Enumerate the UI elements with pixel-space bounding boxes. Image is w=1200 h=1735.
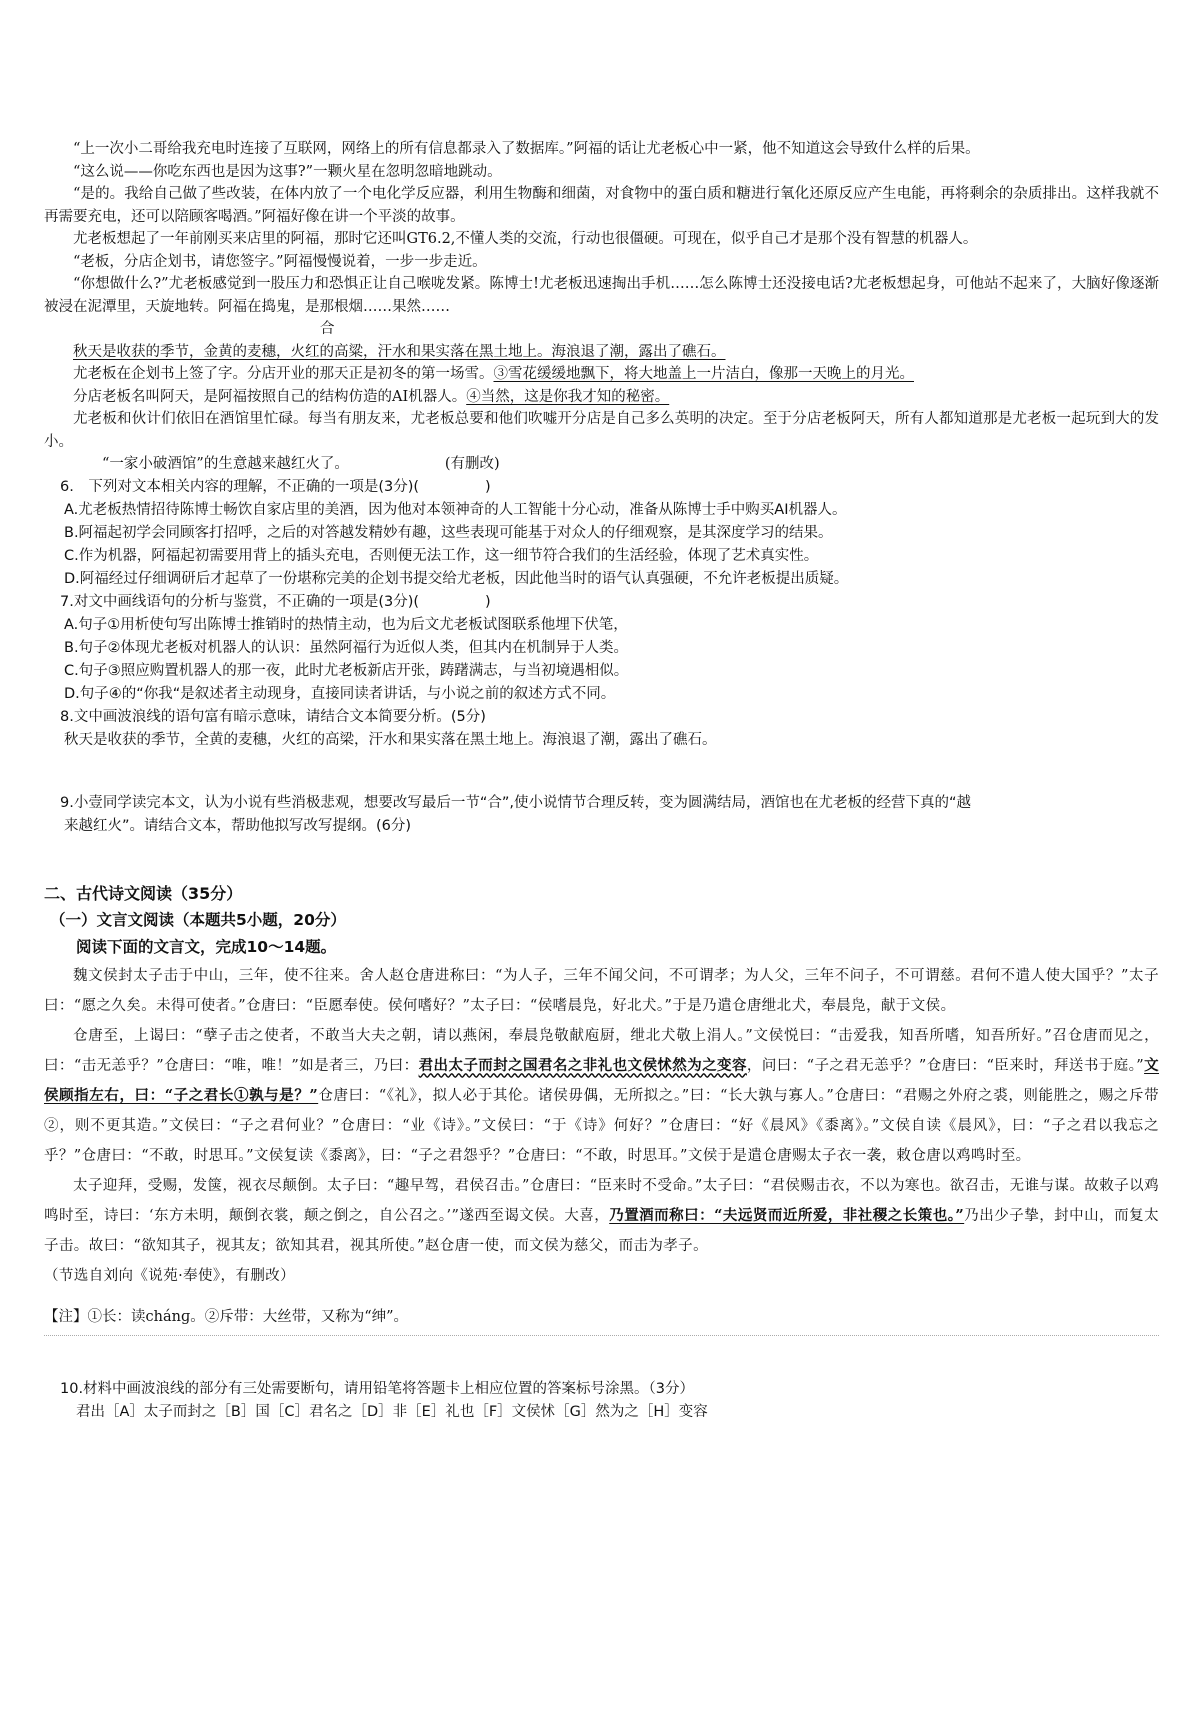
question-6 [44, 476, 1159, 499]
reading-instruction: 阅读下面的文言文，完成10～14题。 [76, 937, 337, 956]
q7-option-b: B.句子②体现尤老板对机器人的认识：虽然阿福行为近似人类，但其内在机制异于人类。 [64, 639, 629, 656]
question-8: 8.文中画波浪线的语句富有暗示意味，请结合文本简要分析。(5分) [60, 708, 486, 725]
question-text: ) [485, 478, 491, 495]
novel-paragraph: “你想做什么?”尤老板感觉到一股压力和恐惧正让自己喉咙发紧。陈博士!尤老板迅速掏出手机……怎么陈博士还没接电话?尤老板想起身，可他站不起来了，大脑好像逐渐被浸在泥潭里，天旋地转。阿福在捣鬼，是那根烟……果然…… [44, 276, 1159, 315]
question-10: 10.材料中画波浪线的部分有三处需要断句，请用铅笔将答题卡上相应位置的答案标号涂黑。（3分） [60, 1380, 695, 1397]
edit-note: (有删改) [444, 456, 500, 472]
exam-page [44, 138, 1159, 1424]
question-7 [44, 591, 1159, 614]
text-span: 仓唐曰：“《礼》，拟人必于其伦。诸侯毋偶，无所拟之。”曰：“长大孰与寡人。”仓唐曰：“君赐之外府之裘，则能胜之，赐之斥带②，则不更其造。”文侯曰：“子之君何业？”仓唐曰：“业《诗》。”文侯曰：“于《诗》何好？”仓唐曰：“好《晨风》《黍离》。”文侯自读《晨风》，曰：“子之君以我忘之乎？”仓唐曰：“不敢，时思耳。”文侯复读《黍离》，曰：“子之君怨乎？”仓唐曰：“不敢，时思耳。”文侯于是遣仓唐赐太子衣一袭，敕仓唐以鸡鸣时至。 [44, 1087, 1160, 1164]
underlined-sentence-4: ④当然，这是你我才知的秘密。 [466, 388, 670, 405]
novel-paragraph: “老板，分店企划书，请您签字。”阿福慢慢说着，一步一步走近。 [73, 253, 487, 270]
text-span: “一家小破酒馆”的生意越来越红火了。 [102, 456, 349, 472]
question-text: 6. 下列对文本相关内容的理解，不正确的一项是(3分)( [60, 478, 420, 495]
novel-paragraph-last [44, 453, 1159, 476]
question-text: 7.对文中画线语句的分析与鉴赏，不正确的一项是(3分)( [60, 593, 420, 610]
novel-paragraph-autumn [44, 341, 1159, 364]
novel-paragraph: “上一次小二哥给我充电时连接了互联网，网络上的所有信息都录入了数据库。”阿福的话让尤老板心中一紧，他不知道这会导致什么样的后果。 [73, 141, 980, 157]
wavy-underlined-passage: 君出太子而封之国君名之非礼也文侯怵然为之变容 [418, 1056, 747, 1074]
text-span: 仓唐至，上谒曰：“孽子击之使者，不敢当大夫之朝，请以燕闲，奉晨凫敬献庖厨，绁北犬敬上涓人。”文侯悦曰：“击爱我，知吾所嗜，知吾所好。”召仓唐而见之，曰：“击无恙乎？”仓唐曰：“唯，唯！”如是者三，乃曰： [44, 1027, 1159, 1074]
q7-option-a: A.句子①用析使句写出陈博士推销时的热情主动，也为后文尤老板试图联系他埋下伏笔， [64, 616, 628, 633]
question-9-cont: 来越红火”。请结合文本，帮助他拟写改写提纲。(6分) [64, 817, 412, 834]
classical-paragraph: 魏文侯封太子击于中山，三年，使不往来。舍人赵仓唐进称曰：“为人子，三年不闻父问，不可谓孝；为人父，三年不问子，不可谓慈。君何不遣人使大国乎？”太子曰：“愿之久矣。未得可使者。”仓唐曰：“臣愿奉使。侯何嗜好？”太子曰：“侯嗜晨凫，好北犬。”于是乃遣仓唐绁北犬，奉晨凫，献于文侯。 [44, 967, 1159, 1014]
underlined-sentence: 秋天是收获的季节，金黄的麦穗，火红的高粱，汗水和果实落在黑土地上。海浪退了潮，露出了礁石。 [73, 343, 726, 360]
text-span: 尤老板在企划书上签了字。分店开业的那天正是初冬的第一场雪。 [73, 366, 494, 382]
text-span: 乃出少子挚，封中山，而复太子击。故曰：“欲知其子，视其友；欲知其君，视其所使。”赵仓唐一使，而文侯为慈父，而击为孝子。 [44, 1207, 1159, 1254]
underlined-sentence-3: ③雪花缓缓地飘下，将大地盖上一片洁白，像那一天晚上的月光。 [493, 366, 914, 382]
underlined-sentence-bold: 文侯顾指左右，曰：“子之君长①孰与是？” [44, 1056, 1160, 1104]
text-span: ，问曰：“子之君无恙乎？”仓唐曰：“臣来时，拜送书于庭。” [746, 1057, 1145, 1074]
novel-paragraph [44, 363, 1159, 386]
q7-option-d: D.句子④的“你我“是叙述者主动现身，直接同读者讲话，与小说之前的叙述方式不同。 [64, 685, 616, 702]
underlined-sentence-bold: 乃置酒而称曰：“夫远贤而近所爱，非社稷之长策也。” [609, 1206, 965, 1224]
question-9: 9.小壹同学读完本文，认为小说有些消极悲观，想要改写最后一节“合”,使小说情节合理反转，变为圆满结局，酒馆也在尤老板的经营下真的“越 [60, 794, 971, 811]
text-span: 太子迎拜，受赐，发箧，视衣尽颠倒。太子曰：“趣早驾，君侯召击。”仓唐曰：“臣来时不受命。”太子曰：“君侯赐击衣，不以为寒也。欲召击，无谁与谋。故敕子以鸡鸣时至，诗曰：‘东方未明，颠倒衣裳，颠之倒之，自公召之。’”遂西至谒文侯。大喜， [44, 1177, 1159, 1224]
novel-paragraph: “这么说——你吃东西也是因为这事?”一颗火星在忽明忽暗地跳动。 [73, 163, 502, 180]
q6-option-a: A.尤老板热情招待陈博士畅饮自家店里的美酒，因为他对本领神奇的人工智能十分心动，准备从陈博士手中购买AI机器人。 [64, 501, 847, 518]
classical-paragraph [44, 1171, 1159, 1261]
classical-paragraph [44, 1021, 1159, 1171]
novel-paragraph: “是的。我给自己做了些改装，在体内放了一个电化学反应器，利用生物酶和细菌，对食物中的蛋白质和糖进行氧化还原反应产生电能，再将剩余的杂质排出。这样我就不再需要充电，还可以陪顾客喝酒。”阿福好像在讲一个平淡的故事。 [44, 186, 1159, 225]
text-span: 分店老板名叫阿天，是阿福按照自己的结构仿造的AI机器人。 [73, 388, 467, 405]
q8-quote: 秋天是收获的季节，全黄的麦穗，火红的高梁，汗水和果实落在黑土地上。海浪退了潮，露出了礁石。 [64, 731, 717, 748]
q10-options: 君出［A］太子而封之［B］国［C］君名之［D］非［E］礼也［F］文侯怵［G］然为之［H］变容 [76, 1403, 708, 1420]
section-heading-he: 合 [320, 321, 335, 337]
q6-option-c: C.作为机器，阿福起初需要用背上的插头充电，否则便无法工作，这一细节符合我们的生活经验，体现了艺术真实性。 [64, 547, 819, 564]
novel-paragraph [44, 386, 1159, 409]
novel-paragraph: 尤老板和伙计们依旧在酒馆里忙碌。每当有朋友来，尤老板总要和他们吹嘘开分店是自己多么英明的决定。至于分店老板阿天，所有人都知道那是尤老板一起玩到大的发小。 [44, 411, 1159, 450]
section-title: 二、古代诗文阅读（35分） [44, 883, 243, 903]
subsection-title: （一）文言文阅读（本题共5小题，20分） [50, 910, 346, 929]
question-text: ) [485, 593, 491, 610]
q7-option-c: C.句子③照应购置机器人的那一夜，此时尤老板新店开张，踌躇满志，与当初境遇相似。 [64, 662, 629, 679]
footnote: 【注】①长：读chánɡ。②斥带：大丝带，又称为“绅”。 [44, 1305, 1159, 1336]
q6-option-b: B.阿福起初学会同顾客打招呼，之后的对答越发精妙有趣，这些表现可能基于对众人的仔细观察，是其深度学习的结果。 [64, 524, 833, 541]
source-citation: （节选自刘向《说苑·奉使》，有删改） [44, 1267, 296, 1284]
novel-paragraph: 尤老板想起了一年前刚买来店里的阿福，那时它还叫GT6.2,不懂人类的交流，行动也很僵硬。可现在，似乎自己才是那个没有智慧的机器人。 [73, 231, 978, 247]
q6-option-d: D.阿福经过仔细调研后才起草了一份堪称完美的企划书提交给尤老板，因此他当时的语气认真强硬，不允许老板提出质疑。 [64, 570, 849, 587]
